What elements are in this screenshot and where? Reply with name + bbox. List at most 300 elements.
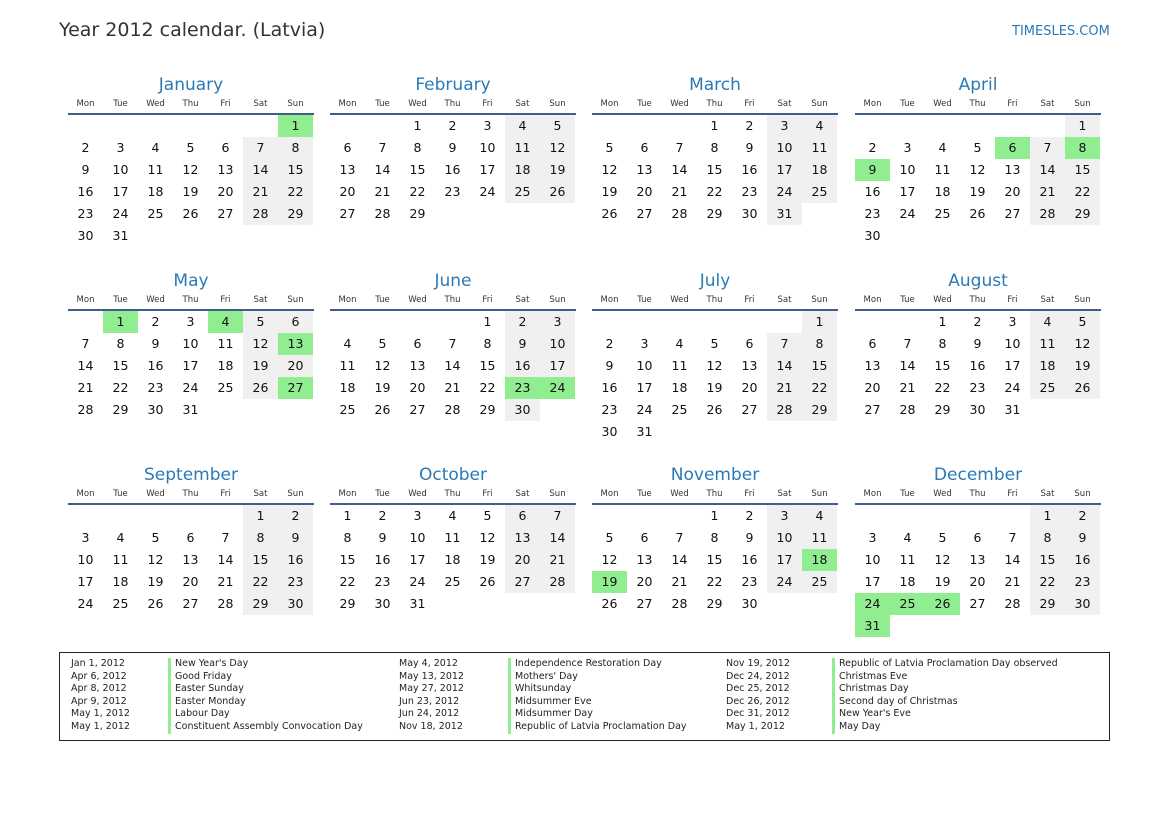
day-cell: 16 bbox=[969, 358, 986, 373]
week-row bbox=[592, 137, 838, 159]
day-cell: 15 bbox=[479, 358, 496, 373]
day-cell: 2 bbox=[973, 314, 982, 329]
day-cell: 13 bbox=[636, 162, 653, 177]
weekday-label: Thu bbox=[706, 99, 723, 109]
day-cell: 25 bbox=[505, 181, 540, 203]
month-name: September bbox=[144, 465, 238, 485]
holiday-date: May 1, 2012 bbox=[71, 720, 130, 732]
day-cell: 13 bbox=[969, 552, 986, 567]
day-cell: 13 bbox=[864, 358, 881, 373]
week-row bbox=[330, 333, 576, 355]
weekday-label: Thu bbox=[444, 295, 461, 305]
empty-cell bbox=[278, 399, 313, 421]
day-cell: 21 bbox=[444, 380, 461, 395]
week-row bbox=[855, 333, 1101, 355]
day-cell: 14 bbox=[671, 162, 688, 177]
day-cell: 31 bbox=[182, 402, 199, 417]
day-cell: 22 bbox=[479, 380, 496, 395]
empty-cell bbox=[890, 615, 925, 637]
week-row bbox=[330, 137, 576, 159]
day-cell: 8 bbox=[413, 140, 422, 155]
day-cell: 4 bbox=[1030, 311, 1065, 333]
day-cell: 22 bbox=[243, 571, 278, 593]
day-cell: 5 bbox=[710, 336, 719, 351]
day-cell: 9 bbox=[378, 530, 387, 545]
day-cell: 29 bbox=[479, 402, 496, 417]
day-cell: 31 bbox=[636, 424, 653, 439]
day-cell: 29 bbox=[1065, 203, 1100, 225]
weekday-header bbox=[592, 487, 838, 505]
day-cell: 21 bbox=[1004, 574, 1021, 589]
day-cell: 28 bbox=[444, 402, 461, 417]
day-cell: 7 bbox=[243, 137, 278, 159]
day-cell: 6 bbox=[505, 505, 540, 527]
weekday-label: Thu bbox=[706, 295, 723, 305]
day-cell: 15 bbox=[706, 162, 723, 177]
day-cell: 12 bbox=[147, 552, 164, 567]
empty-cell bbox=[995, 115, 1030, 137]
empty-cell bbox=[890, 311, 925, 333]
day-cell: 15 bbox=[1030, 549, 1065, 571]
empty-cell bbox=[435, 593, 470, 615]
day-cell: 10 bbox=[409, 530, 426, 545]
day-cell: 24 bbox=[182, 380, 199, 395]
weekday-label: Wed bbox=[146, 489, 165, 499]
day-cell: 2 bbox=[151, 314, 160, 329]
empty-cell bbox=[890, 115, 925, 137]
week-row bbox=[592, 203, 838, 225]
holiday-row bbox=[71, 683, 363, 696]
weekday-label: Wed bbox=[933, 99, 952, 109]
day-cell: 27 bbox=[1004, 206, 1021, 221]
holiday-date: Apr 8, 2012 bbox=[71, 683, 127, 695]
empty-cell bbox=[505, 203, 540, 225]
weekday-label: Tue bbox=[113, 295, 128, 305]
holiday-date: Jun 24, 2012 bbox=[399, 708, 460, 720]
weekday-label: Sun bbox=[549, 99, 566, 109]
day-cell: 19 bbox=[934, 574, 951, 589]
day-cell: 26 bbox=[540, 181, 575, 203]
day-cell: 21 bbox=[671, 184, 688, 199]
holiday-date: May 13, 2012 bbox=[399, 670, 464, 682]
day-cell: 24 bbox=[767, 181, 802, 203]
day-cell: 11 bbox=[217, 336, 234, 351]
week-row bbox=[592, 527, 838, 549]
holiday-name: Good Friday bbox=[168, 671, 232, 684]
empty-cell bbox=[243, 399, 278, 421]
day-cell: 9 bbox=[151, 336, 160, 351]
day-cell: 27 bbox=[217, 206, 234, 221]
day-cell: 23 bbox=[374, 574, 391, 589]
weekday-label: Mon bbox=[76, 489, 95, 499]
day-cell: 23 bbox=[505, 377, 540, 399]
day-cell: 3 bbox=[903, 140, 912, 155]
day-cell: 14 bbox=[77, 358, 94, 373]
empty-cell bbox=[732, 421, 767, 443]
day-cell: 11 bbox=[802, 137, 837, 159]
day-cell: 23 bbox=[147, 380, 164, 395]
empty-cell bbox=[925, 505, 960, 527]
day-cell: 24 bbox=[479, 184, 496, 199]
day-cell: 27 bbox=[409, 402, 426, 417]
day-cell: 8 bbox=[710, 530, 719, 545]
empty-cell bbox=[592, 115, 627, 137]
week-row bbox=[855, 181, 1101, 203]
day-cell: 9 bbox=[745, 530, 754, 545]
site-link[interactable]: TIMESLES.COM bbox=[1012, 24, 1110, 39]
day-cell: 30 bbox=[147, 402, 164, 417]
day-cell: 3 bbox=[186, 314, 195, 329]
month-may bbox=[68, 270, 314, 421]
day-cell: 4 bbox=[208, 311, 243, 333]
day-cell: 17 bbox=[112, 184, 129, 199]
day-cell: 19 bbox=[1065, 355, 1100, 377]
day-cell: 10 bbox=[540, 333, 575, 355]
weekday-label: Mon bbox=[338, 99, 357, 109]
weekday-label: Sat bbox=[777, 99, 792, 109]
day-cell: 5 bbox=[151, 530, 160, 545]
month-name: January bbox=[158, 75, 224, 95]
weekday-label: Sun bbox=[549, 489, 566, 499]
day-cell: 10 bbox=[767, 137, 802, 159]
empty-cell bbox=[890, 225, 925, 247]
weekday-label: Thu bbox=[969, 99, 986, 109]
empty-cell bbox=[208, 225, 243, 247]
day-cell: 15 bbox=[112, 358, 129, 373]
day-cell: 2 bbox=[1065, 505, 1100, 527]
day-cell: 18 bbox=[505, 159, 540, 181]
day-cell: 20 bbox=[864, 380, 881, 395]
weekday-label: Wed bbox=[933, 489, 952, 499]
day-cell: 30 bbox=[505, 399, 540, 421]
empty-cell bbox=[925, 115, 960, 137]
weekday-header bbox=[592, 97, 838, 115]
empty-cell bbox=[173, 225, 208, 247]
day-cell: 20 bbox=[182, 574, 199, 589]
week-row bbox=[855, 355, 1101, 377]
weekday-label: Mon bbox=[338, 295, 357, 305]
day-cell: 23 bbox=[969, 380, 986, 395]
weekday-label: Thu bbox=[444, 99, 461, 109]
weekday-label: Tue bbox=[900, 295, 915, 305]
month-july bbox=[592, 270, 838, 443]
holiday-row bbox=[71, 708, 363, 721]
day-cell: 11 bbox=[934, 162, 951, 177]
holiday-name: Christmas Eve bbox=[832, 671, 907, 684]
day-cell: 6 bbox=[640, 140, 649, 155]
day-cell: 22 bbox=[802, 377, 837, 399]
month-august bbox=[855, 270, 1101, 421]
day-cell: 21 bbox=[540, 549, 575, 571]
weekday-label: Tue bbox=[375, 99, 390, 109]
holiday-column bbox=[71, 658, 363, 734]
weekday-label: Mon bbox=[863, 99, 882, 109]
day-cell: 18 bbox=[934, 184, 951, 199]
day-cell: 2 bbox=[278, 505, 313, 527]
holiday-name: Republic of Latvia Proclamation Day observed bbox=[832, 658, 1058, 671]
day-cell: 8 bbox=[1030, 527, 1065, 549]
day-cell: 5 bbox=[938, 530, 947, 545]
holiday-name: Whitsunday bbox=[508, 683, 571, 696]
day-cell: 3 bbox=[540, 311, 575, 333]
day-cell: 15 bbox=[934, 358, 951, 373]
day-cell: 7 bbox=[448, 336, 457, 351]
day-cell: 29 bbox=[409, 206, 426, 221]
weekday-label: Wed bbox=[408, 489, 427, 499]
empty-cell bbox=[470, 593, 505, 615]
day-cell: 23 bbox=[444, 184, 461, 199]
day-cell: 6 bbox=[278, 311, 313, 333]
day-cell: 7 bbox=[540, 505, 575, 527]
week-row bbox=[68, 225, 314, 247]
day-cell: 27 bbox=[182, 596, 199, 611]
day-cell: 8 bbox=[343, 530, 352, 545]
day-cell: 7 bbox=[767, 333, 802, 355]
day-cell: 11 bbox=[1030, 333, 1065, 355]
empty-cell bbox=[68, 505, 103, 527]
holiday-column bbox=[399, 658, 687, 734]
week-row bbox=[68, 571, 314, 593]
empty-cell bbox=[435, 203, 470, 225]
day-cell: 3 bbox=[767, 505, 802, 527]
day-cell: 27 bbox=[339, 206, 356, 221]
empty-cell bbox=[855, 115, 890, 137]
day-cell: 2 bbox=[505, 311, 540, 333]
day-cell: 20 bbox=[339, 184, 356, 199]
day-cell: 13 bbox=[505, 527, 540, 549]
day-cell: 21 bbox=[767, 377, 802, 399]
day-cell: 12 bbox=[601, 162, 618, 177]
day-cell: 27 bbox=[505, 571, 540, 593]
weekday-label: Fri bbox=[744, 295, 755, 305]
day-cell: 29 bbox=[112, 402, 129, 417]
week-row bbox=[855, 203, 1101, 225]
day-cell: 12 bbox=[182, 162, 199, 177]
day-cell: 23 bbox=[77, 206, 94, 221]
weekday-header bbox=[855, 487, 1101, 505]
day-cell: 5 bbox=[378, 336, 387, 351]
weekday-header bbox=[68, 487, 314, 505]
day-cell: 4 bbox=[675, 336, 684, 351]
week-row bbox=[855, 225, 1101, 247]
empty-cell bbox=[103, 505, 138, 527]
week-row bbox=[592, 399, 838, 421]
day-cell: 10 bbox=[77, 552, 94, 567]
day-cell: 21 bbox=[671, 574, 688, 589]
empty-cell bbox=[540, 399, 575, 421]
week-row bbox=[330, 377, 576, 399]
day-cell: 28 bbox=[1004, 596, 1021, 611]
holiday-row bbox=[726, 721, 1058, 734]
day-cell: 28 bbox=[374, 206, 391, 221]
weekday-header bbox=[592, 293, 838, 311]
day-cell: 8 bbox=[802, 333, 837, 355]
holiday-name: New Year's Eve bbox=[832, 708, 911, 721]
day-cell: 28 bbox=[1030, 203, 1065, 225]
day-cell: 22 bbox=[1030, 571, 1065, 593]
weekday-label: Thu bbox=[182, 99, 199, 109]
weekday-label: Mon bbox=[863, 295, 882, 305]
day-cell: 18 bbox=[147, 184, 164, 199]
week-row bbox=[330, 549, 576, 571]
day-cell: 5 bbox=[186, 140, 195, 155]
day-cell: 2 bbox=[448, 118, 457, 133]
day-cell: 26 bbox=[243, 377, 278, 399]
day-cell: 11 bbox=[339, 358, 356, 373]
day-cell: 6 bbox=[186, 530, 195, 545]
weekday-label: Sat bbox=[253, 99, 268, 109]
weekday-label: Sat bbox=[515, 295, 530, 305]
empty-cell bbox=[802, 593, 837, 615]
weekday-label: Wed bbox=[670, 295, 689, 305]
week-row bbox=[592, 377, 838, 399]
month-name: August bbox=[948, 271, 1008, 291]
empty-cell bbox=[400, 311, 435, 333]
empty-cell bbox=[330, 115, 365, 137]
day-cell: 25 bbox=[217, 380, 234, 395]
day-cell: 6 bbox=[973, 530, 982, 545]
day-cell: 7 bbox=[903, 336, 912, 351]
weekday-header bbox=[330, 487, 576, 505]
day-cell: 15 bbox=[339, 552, 356, 567]
weekday-label: Sat bbox=[515, 489, 530, 499]
weekday-label: Fri bbox=[220, 295, 231, 305]
day-cell: 1 bbox=[1030, 505, 1065, 527]
empty-cell bbox=[855, 311, 890, 333]
weekday-label: Mon bbox=[76, 295, 95, 305]
day-cell: 29 bbox=[706, 206, 723, 221]
day-cell: 30 bbox=[741, 596, 758, 611]
day-cell: 15 bbox=[1065, 159, 1100, 181]
holiday-row bbox=[399, 696, 687, 709]
day-cell: 16 bbox=[741, 162, 758, 177]
week-row bbox=[855, 115, 1101, 137]
empty-cell bbox=[173, 505, 208, 527]
weekday-label: Wed bbox=[146, 99, 165, 109]
day-cell: 3 bbox=[483, 118, 492, 133]
day-cell: 31 bbox=[409, 596, 426, 611]
day-cell: 14 bbox=[671, 552, 688, 567]
weekday-label: Thu bbox=[182, 489, 199, 499]
empty-cell bbox=[243, 225, 278, 247]
holiday-name: Mothers' Day bbox=[508, 671, 578, 684]
day-cell: 29 bbox=[278, 203, 313, 225]
week-row bbox=[592, 355, 838, 377]
day-cell: 13 bbox=[339, 162, 356, 177]
day-cell: 10 bbox=[182, 336, 199, 351]
day-cell: 9 bbox=[605, 358, 614, 373]
day-cell: 10 bbox=[899, 162, 916, 177]
holiday-name: Labour Day bbox=[168, 708, 230, 721]
day-cell: 2 bbox=[745, 508, 754, 523]
day-cell: 9 bbox=[973, 336, 982, 351]
day-cell: 20 bbox=[278, 355, 313, 377]
day-cell: 26 bbox=[706, 402, 723, 417]
weekday-label: Fri bbox=[1007, 489, 1018, 499]
holiday-date: Nov 18, 2012 bbox=[399, 720, 463, 732]
day-cell: 1 bbox=[278, 115, 313, 137]
weekday-label: Sat bbox=[515, 99, 530, 109]
day-cell: 19 bbox=[243, 355, 278, 377]
month-name: February bbox=[415, 75, 491, 95]
day-cell: 24 bbox=[112, 206, 129, 221]
week-row bbox=[68, 333, 314, 355]
weekday-label: Thu bbox=[969, 489, 986, 499]
day-cell: 13 bbox=[741, 358, 758, 373]
day-cell: 19 bbox=[540, 159, 575, 181]
day-cell: 17 bbox=[767, 549, 802, 571]
day-cell: 12 bbox=[243, 333, 278, 355]
week-row bbox=[68, 159, 314, 181]
holiday-date: May 1, 2012 bbox=[726, 720, 785, 732]
empty-cell bbox=[960, 225, 995, 247]
day-cell: 31 bbox=[855, 615, 890, 637]
day-cell: 15 bbox=[278, 159, 313, 181]
weekday-label: Fri bbox=[220, 99, 231, 109]
day-cell: 18 bbox=[444, 552, 461, 567]
day-cell: 8 bbox=[938, 336, 947, 351]
weekday-label: Mon bbox=[600, 99, 619, 109]
empty-cell bbox=[208, 505, 243, 527]
day-cell: 20 bbox=[969, 574, 986, 589]
month-september bbox=[68, 464, 314, 615]
month-name: May bbox=[173, 271, 209, 291]
day-cell: 14 bbox=[767, 355, 802, 377]
weekday-header bbox=[855, 293, 1101, 311]
day-cell: 22 bbox=[409, 184, 426, 199]
day-cell: 15 bbox=[243, 549, 278, 571]
holiday-row bbox=[71, 671, 363, 684]
holiday-name: Christmas Day bbox=[832, 683, 909, 696]
day-cell: 11 bbox=[444, 530, 461, 545]
day-cell: 11 bbox=[899, 552, 916, 567]
month-name: March bbox=[689, 75, 741, 95]
week-row bbox=[330, 593, 576, 615]
holiday-name: Constituent Assembly Convocation Day bbox=[168, 721, 363, 734]
day-cell: 3 bbox=[413, 508, 422, 523]
weekday-header bbox=[330, 97, 576, 115]
month-name: October bbox=[418, 465, 488, 485]
day-cell: 22 bbox=[278, 181, 313, 203]
holiday-date: Apr 9, 2012 bbox=[71, 695, 127, 707]
day-cell: 16 bbox=[1065, 549, 1100, 571]
day-cell: 9 bbox=[505, 333, 540, 355]
day-cell: 28 bbox=[217, 596, 234, 611]
week-row bbox=[855, 615, 1101, 637]
day-cell: 18 bbox=[1030, 355, 1065, 377]
day-cell: 27 bbox=[636, 206, 653, 221]
week-row bbox=[330, 181, 576, 203]
day-cell: 9 bbox=[1065, 527, 1100, 549]
day-cell: 30 bbox=[77, 228, 94, 243]
day-cell: 2 bbox=[81, 140, 90, 155]
month-february bbox=[330, 74, 576, 225]
day-cell: 12 bbox=[706, 358, 723, 373]
week-row bbox=[855, 593, 1101, 615]
month-name: November bbox=[670, 465, 760, 485]
week-row bbox=[68, 593, 314, 615]
day-cell: 14 bbox=[1030, 159, 1065, 181]
day-cell: 9 bbox=[81, 162, 90, 177]
day-cell: 6 bbox=[995, 137, 1030, 159]
month-november bbox=[592, 464, 838, 615]
empty-cell bbox=[365, 115, 400, 137]
day-cell: 17 bbox=[540, 355, 575, 377]
weekday-label: Thu bbox=[706, 489, 723, 499]
day-cell: 27 bbox=[741, 402, 758, 417]
holiday-row bbox=[399, 671, 687, 684]
weekday-label: Mon bbox=[76, 99, 95, 109]
